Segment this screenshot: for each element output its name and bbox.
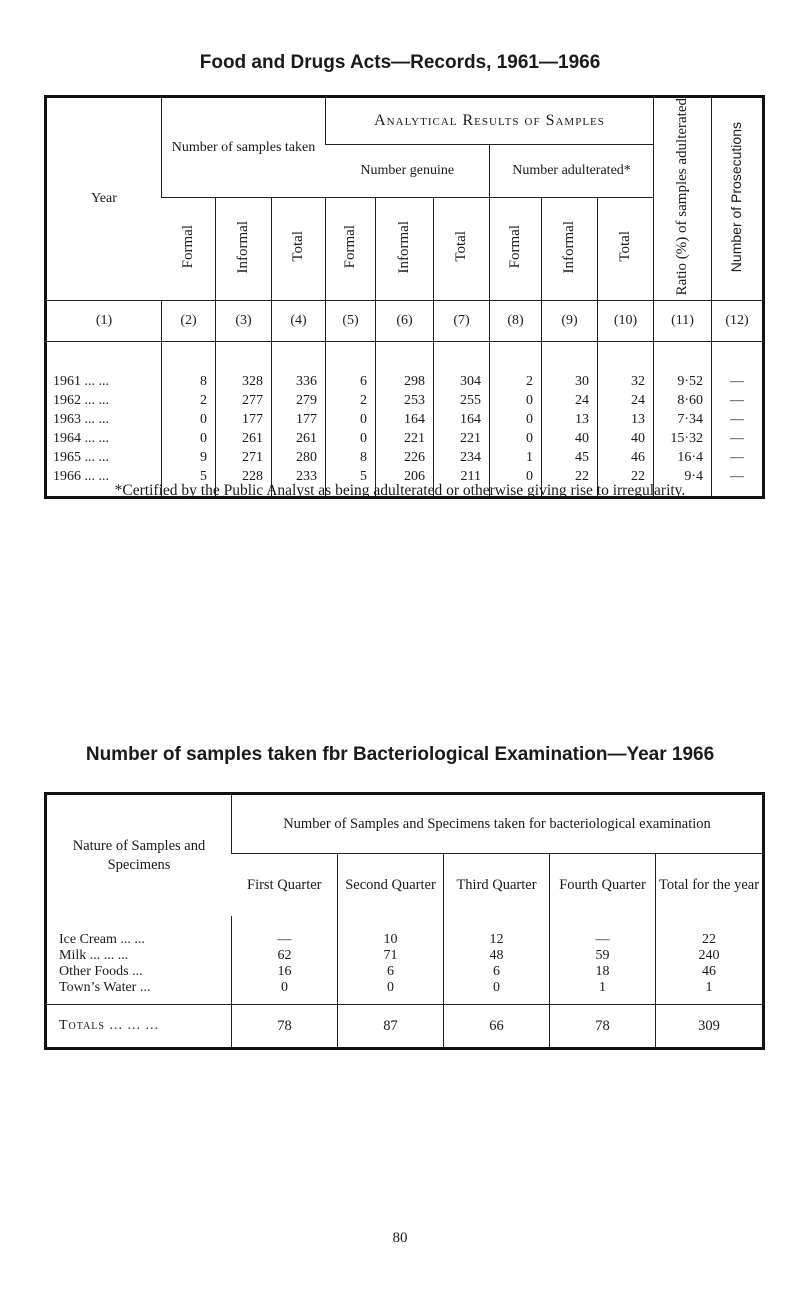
number-genuine-header: Number genuine bbox=[326, 145, 490, 198]
cell-genuine-formal: 6 bbox=[326, 342, 376, 392]
q4-header: Fourth Quarter bbox=[550, 854, 656, 917]
cell-adult-total: 46 bbox=[598, 448, 654, 467]
cell-q4: 59 bbox=[550, 948, 656, 964]
bacteriological-title: Number of samples taken fbr Bacteriological Examination—Year 1966 bbox=[85, 744, 715, 765]
cell-q3: 12 bbox=[444, 916, 550, 948]
cell-genuine-formal: 8 bbox=[326, 448, 376, 467]
cell-genuine-total: 255 bbox=[434, 391, 490, 410]
cell-adult-formal: 0 bbox=[490, 410, 542, 429]
footnote: *Certified by the Public Analyst as being adulterated or otherwise giving rise to irregularity. bbox=[114, 482, 686, 499]
cell-adult-total: 22 bbox=[598, 467, 654, 498]
cell-adult-informal: 40 bbox=[542, 429, 598, 448]
cell-adult-total: 24 bbox=[598, 391, 654, 410]
cell-q3: 6 bbox=[444, 964, 550, 980]
cell-taken-formal: 0 bbox=[162, 429, 216, 448]
column-number: (9) bbox=[542, 301, 598, 342]
column-number: (3) bbox=[216, 301, 272, 342]
cell-genuine-formal: 2 bbox=[326, 391, 376, 410]
cell-ratio: 7·34 bbox=[654, 410, 712, 429]
group-header: Number of Samples and Specimens taken for bacteriological examination bbox=[232, 794, 764, 854]
cell-taken-total: 233 bbox=[272, 467, 326, 498]
column-number: (10) bbox=[598, 301, 654, 342]
cell-genuine-informal: 206 bbox=[376, 467, 434, 498]
taken-total-label: Total bbox=[290, 231, 307, 263]
taken-informal-header bbox=[216, 198, 272, 301]
cell-q2: 6 bbox=[338, 964, 444, 980]
table-row bbox=[46, 391, 764, 410]
cell-taken-total: 261 bbox=[272, 429, 326, 448]
taken-total-header bbox=[272, 198, 326, 301]
cell-q1: 16 bbox=[232, 964, 338, 980]
records-body bbox=[46, 342, 764, 498]
cell-q2: 71 bbox=[338, 948, 444, 964]
cell-label: Milk ... ... ... bbox=[59, 948, 129, 963]
cell-ratio: 8·60 bbox=[654, 391, 712, 410]
totals-year: 309 bbox=[656, 1005, 764, 1049]
genuine-informal-header bbox=[376, 198, 434, 301]
cell-taken-formal: 9 bbox=[162, 448, 216, 467]
cell-taken-total: 280 bbox=[272, 448, 326, 467]
cell-ratio: 16·4 bbox=[654, 448, 712, 467]
totals-label: Totals ... ... ... bbox=[46, 1005, 232, 1049]
adult-total-header bbox=[598, 198, 654, 301]
cell-total: 22 bbox=[656, 916, 764, 948]
cell-genuine-total: 164 bbox=[434, 410, 490, 429]
q3-header: Third Quarter bbox=[444, 854, 550, 917]
cell-year: 1966 ... ... bbox=[53, 468, 109, 484]
table-row bbox=[46, 964, 764, 980]
cell-year: 1961 ... ... bbox=[53, 373, 109, 389]
taken-formal-header bbox=[162, 198, 216, 301]
cell-taken-formal: 0 bbox=[162, 410, 216, 429]
totals-q2: 87 bbox=[338, 1005, 444, 1049]
cell-taken-formal: 2 bbox=[162, 391, 216, 410]
cell-genuine-informal: 298 bbox=[376, 342, 434, 392]
column-number: (12) bbox=[712, 301, 764, 342]
genuine-formal-label: Formal bbox=[342, 225, 359, 269]
cell-year: 1964 ... ... bbox=[53, 430, 109, 446]
cell-taken-informal: 271 bbox=[216, 448, 272, 467]
cell-genuine-formal: 0 bbox=[326, 410, 376, 429]
cell-adult-formal: 1 bbox=[490, 448, 542, 467]
cell-label: Ice Cream ... ... bbox=[59, 932, 145, 947]
cell-adult-formal: 0 bbox=[490, 429, 542, 448]
cell-genuine-total: 221 bbox=[434, 429, 490, 448]
cell-q1: — bbox=[232, 916, 338, 948]
totals-row bbox=[46, 1005, 764, 1049]
cell-year: 1965 ... ... bbox=[53, 449, 109, 465]
table-row bbox=[46, 448, 764, 467]
analytical-results-header: Analytical Results of Samples bbox=[326, 97, 654, 145]
bacteriological-table bbox=[44, 792, 765, 1050]
cell-q3: 0 bbox=[444, 980, 550, 1005]
cell-adult-total: 13 bbox=[598, 410, 654, 429]
cell-taken-total: 336 bbox=[272, 342, 326, 392]
cell-prosecutions: — bbox=[712, 342, 764, 392]
adult-informal-header bbox=[542, 198, 598, 301]
cell-taken-informal: 328 bbox=[216, 342, 272, 392]
cell-genuine-informal: 221 bbox=[376, 429, 434, 448]
ratio-header bbox=[654, 97, 712, 301]
cell-year: 1962 ... ... bbox=[53, 392, 109, 408]
page-title: Food and Drugs Acts—Records, 1961—1966 bbox=[199, 52, 601, 73]
cell-genuine-formal: 5 bbox=[326, 467, 376, 498]
column-number: (1) bbox=[46, 301, 162, 342]
adult-informal-label: Informal bbox=[561, 220, 578, 274]
adult-total-label: Total bbox=[617, 231, 634, 263]
table-row bbox=[46, 410, 764, 429]
column-number: (6) bbox=[376, 301, 434, 342]
cell-genuine-formal: 0 bbox=[326, 429, 376, 448]
q2-header: Second Quarter bbox=[338, 854, 444, 917]
cell-label: Town’s Water ... bbox=[59, 980, 151, 995]
cell-q4: — bbox=[550, 916, 656, 948]
cell-prosecutions: — bbox=[712, 467, 764, 498]
taken-formal-label: Formal bbox=[180, 225, 196, 269]
cell-adult-total: 32 bbox=[598, 342, 654, 392]
table-row bbox=[46, 342, 764, 392]
cell-total: 46 bbox=[656, 964, 764, 980]
q1-header: First Quarter bbox=[232, 854, 338, 917]
genuine-total-header bbox=[434, 198, 490, 301]
cell-adult-informal: 22 bbox=[542, 467, 598, 498]
cell-genuine-total: 304 bbox=[434, 342, 490, 392]
samples-taken-header: Number of samples taken bbox=[162, 97, 326, 198]
column-number: (2) bbox=[162, 301, 216, 342]
cell-genuine-total: 234 bbox=[434, 448, 490, 467]
cell-taken-informal: 177 bbox=[216, 410, 272, 429]
cell-prosecutions: — bbox=[712, 391, 764, 410]
cell-q1: 62 bbox=[232, 948, 338, 964]
cell-ratio: 9·52 bbox=[654, 342, 712, 392]
cell-taken-formal: 8 bbox=[162, 342, 216, 392]
cell-taken-total: 177 bbox=[272, 410, 326, 429]
number-adulterated-header: Number adulterated* bbox=[490, 145, 654, 198]
column-number: (8) bbox=[490, 301, 542, 342]
cell-adult-formal: 0 bbox=[490, 467, 542, 498]
cell-taken-total: 279 bbox=[272, 391, 326, 410]
cell-q4: 18 bbox=[550, 964, 656, 980]
total-header: Total for the year bbox=[656, 854, 764, 917]
cell-ratio: 9·4 bbox=[654, 467, 712, 498]
page-number: 80 bbox=[392, 1230, 408, 1246]
column-number: (11) bbox=[654, 301, 712, 342]
nature-header: Nature of Samples and Specimens bbox=[72, 838, 206, 873]
cell-ratio: 15·32 bbox=[654, 429, 712, 448]
cell-adult-informal: 30 bbox=[542, 342, 598, 392]
column-number: (5) bbox=[326, 301, 376, 342]
adult-formal-header bbox=[490, 198, 542, 301]
cell-total: 240 bbox=[656, 948, 764, 964]
cell-genuine-informal: 253 bbox=[376, 391, 434, 410]
cell-taken-informal: 261 bbox=[216, 429, 272, 448]
prosecutions-header-label: Number of Prosecutions bbox=[728, 121, 745, 272]
cell-q1: 0 bbox=[232, 980, 338, 1005]
table-row bbox=[46, 916, 764, 948]
table-row bbox=[46, 429, 764, 448]
cell-q3: 48 bbox=[444, 948, 550, 964]
cell-adult-formal: 0 bbox=[490, 391, 542, 410]
year-header: Year bbox=[91, 191, 117, 207]
table-row bbox=[46, 980, 764, 1005]
genuine-formal-header bbox=[326, 198, 376, 301]
taken-informal-label: Informal bbox=[235, 220, 252, 274]
cell-prosecutions: — bbox=[712, 448, 764, 467]
cell-genuine-total: 211 bbox=[434, 467, 490, 498]
cell-prosecutions: — bbox=[712, 410, 764, 429]
cell-adult-total: 40 bbox=[598, 429, 654, 448]
cell-taken-formal: 5 bbox=[162, 467, 216, 498]
cell-taken-informal: 228 bbox=[216, 467, 272, 498]
genuine-total-label: Total bbox=[453, 231, 470, 263]
cell-year: 1963 ... ... bbox=[53, 411, 109, 427]
cell-genuine-informal: 226 bbox=[376, 448, 434, 467]
cell-adult-informal: 13 bbox=[542, 410, 598, 429]
totals-q3: 66 bbox=[444, 1005, 550, 1049]
column-number: (4) bbox=[272, 301, 326, 342]
totals-q4: 78 bbox=[550, 1005, 656, 1049]
cell-q4: 1 bbox=[550, 980, 656, 1005]
cell-q2: 10 bbox=[338, 916, 444, 948]
prosecutions-header bbox=[712, 97, 764, 301]
bacteriological-body bbox=[46, 916, 764, 1005]
cell-taken-informal: 277 bbox=[216, 391, 272, 410]
cell-adult-informal: 24 bbox=[542, 391, 598, 410]
genuine-informal-label: Informal bbox=[396, 220, 413, 274]
cell-label: Other Foods ... bbox=[59, 964, 143, 979]
cell-adult-informal: 45 bbox=[542, 448, 598, 467]
ratio-header-label: Ratio (%) of samples adulterated bbox=[674, 98, 691, 296]
adult-formal-label: Formal bbox=[507, 225, 524, 269]
cell-total: 1 bbox=[656, 980, 764, 1005]
column-number: (7) bbox=[434, 301, 490, 342]
cell-adult-formal: 2 bbox=[490, 342, 542, 392]
records-table bbox=[44, 95, 765, 499]
cell-genuine-informal: 164 bbox=[376, 410, 434, 429]
cell-prosecutions: — bbox=[712, 429, 764, 448]
cell-q2: 0 bbox=[338, 980, 444, 1005]
totals-q1: 78 bbox=[232, 1005, 338, 1049]
table-row bbox=[46, 948, 764, 964]
